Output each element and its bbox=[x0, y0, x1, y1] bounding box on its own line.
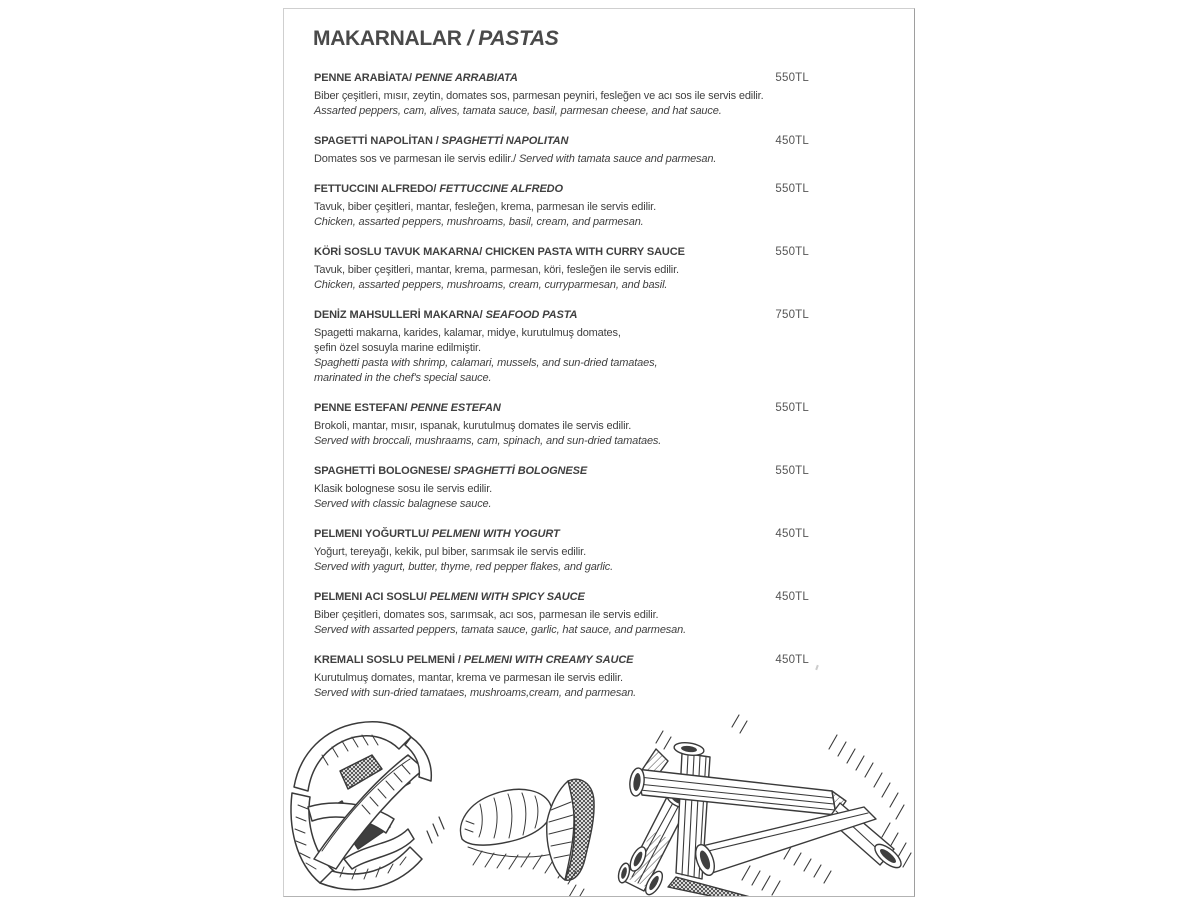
item-description-line bbox=[314, 278, 809, 293]
item-name bbox=[314, 308, 577, 323]
item-header bbox=[314, 245, 809, 260]
item-header bbox=[314, 71, 809, 86]
item-name bbox=[314, 653, 633, 668]
item-name bbox=[314, 464, 587, 479]
item-desc bbox=[314, 608, 809, 638]
pasta-illustrations bbox=[284, 709, 915, 897]
item-desc bbox=[314, 89, 809, 119]
item-name-tr: PELMENI YOĞURTLU/ bbox=[314, 528, 432, 540]
description-english: Served with broccali, mushraams, cam, spinach, and sun-dried tamataes. bbox=[314, 435, 662, 447]
item-description-line bbox=[314, 623, 809, 638]
menu-item bbox=[314, 653, 809, 701]
item-name-tr: PELMENI ACI SOSLU/ bbox=[314, 591, 430, 603]
item-desc bbox=[314, 263, 809, 293]
menu-item bbox=[314, 245, 809, 293]
description-turkish: Klasik bolognese sosu ile servis edilir. bbox=[314, 483, 493, 495]
item-header bbox=[314, 653, 809, 668]
item-name-tr: KÖRİ SOSLU TAVUK MAKARNA/ bbox=[314, 246, 486, 258]
item-description-line bbox=[314, 200, 809, 215]
shell-pasta-illustration bbox=[460, 779, 594, 897]
item-header bbox=[314, 308, 809, 323]
item-description-line bbox=[314, 215, 809, 230]
item-description-line bbox=[314, 545, 809, 560]
item-header bbox=[314, 464, 809, 479]
item-header bbox=[314, 134, 809, 149]
item-price: 550TL bbox=[775, 465, 809, 477]
item-price: 550TL bbox=[775, 72, 809, 84]
menu-page bbox=[283, 8, 915, 897]
item-description-line bbox=[314, 686, 809, 701]
item-name-en: PELMENI WITH SPICY SAUCE bbox=[429, 591, 585, 603]
item-desc bbox=[314, 419, 809, 449]
description-turkish: şefin özel sosuyla marine edilmiştir. bbox=[314, 342, 481, 354]
item-price: 550TL bbox=[775, 246, 809, 258]
menu-item bbox=[314, 401, 809, 449]
item-name-tr: PENNE ARABİATA/ bbox=[314, 72, 415, 84]
item-description-line bbox=[314, 371, 809, 386]
item-name-en: SPAGHETTİ NAPOLITAN bbox=[441, 135, 569, 147]
description-english: Served with classic balagnese sauce. bbox=[314, 498, 492, 510]
description-english: Assarted peppers, cam, alives, tamata sauce, basil, parmesan cheese, and hat sauce. bbox=[314, 105, 722, 117]
item-name bbox=[314, 71, 518, 86]
description-english: Served with sun-dried tamataes, mushroams,cream, and parmesan. bbox=[314, 687, 637, 699]
menu-item bbox=[314, 590, 809, 638]
item-name bbox=[314, 182, 563, 197]
item-name-tr: SPAGHETTİ BOLOGNESE/ bbox=[314, 465, 454, 477]
item-description-line bbox=[314, 560, 809, 575]
description-turkish: Domates sos ve parmesan ile servis edilir./ bbox=[314, 153, 519, 165]
fettuccine-nest-illustration bbox=[291, 722, 444, 890]
item-name-en: PELMENI WITH CREAMY SAUCE bbox=[463, 654, 634, 666]
item-name bbox=[314, 401, 501, 416]
item-description-line bbox=[314, 341, 809, 356]
menu-item bbox=[314, 182, 809, 230]
item-price: 550TL bbox=[775, 402, 809, 414]
description-english: Chicken, assarted peppers, mushroams, basil, cream, and parmesan. bbox=[314, 216, 644, 228]
item-name-en: SEAFOOD PASTA bbox=[485, 309, 578, 321]
description-turkish: Biber çeşitleri, domates sos, sarımsak, acı sos, parmesan ile servis edilir. bbox=[314, 609, 659, 621]
description-english: Served with tamata sauce and parmesan. bbox=[518, 153, 717, 165]
item-desc bbox=[314, 545, 809, 575]
item-description-line bbox=[314, 89, 809, 104]
item-header bbox=[314, 401, 809, 416]
description-english: Served with assarted peppers, tamata sauce, garlic, hat sauce, and parmesan. bbox=[314, 624, 686, 636]
description-turkish: Tavuk, biber çeşitleri, mantar, fesleğen, krema, parmesan ile servis edilir. bbox=[314, 201, 656, 213]
item-price: 450TL bbox=[775, 591, 809, 603]
item-description-line bbox=[314, 419, 809, 434]
item-description-line bbox=[314, 434, 809, 449]
page-title-turkish: MAKARNALAR bbox=[313, 27, 468, 50]
item-desc bbox=[314, 482, 809, 512]
item-price: 450TL bbox=[775, 135, 809, 147]
menu-item bbox=[314, 527, 809, 575]
item-name bbox=[314, 527, 560, 542]
item-description-line bbox=[314, 263, 809, 278]
item-name bbox=[314, 245, 685, 260]
page-title bbox=[313, 27, 559, 51]
item-price: 450TL bbox=[775, 528, 809, 540]
item-desc bbox=[314, 152, 809, 167]
item-name-en: FETTUCCINE ALFREDO bbox=[439, 183, 563, 195]
description-turkish: Kurutulmuş domates, mantar, krema ve parmesan ile servis edilir. bbox=[314, 672, 623, 684]
description-turkish: Tavuk, biber çeşitleri, mantar, krema, parmesan, köri, fesleğen ile servis edilir. bbox=[314, 264, 679, 276]
item-description-line bbox=[314, 497, 809, 512]
item-name-en: CHICKEN PASTA WITH CURRY SAUCE bbox=[485, 246, 685, 258]
description-turkish: Yoğurt, tereyağı, kekik, pul biber, sarımsak ile servis edilir. bbox=[314, 546, 586, 558]
item-desc bbox=[314, 671, 809, 701]
menu-item bbox=[314, 134, 809, 167]
item-header bbox=[314, 527, 809, 542]
item-desc bbox=[314, 200, 809, 230]
page-title-english: / PASTAS bbox=[467, 27, 559, 50]
item-description-line bbox=[314, 356, 809, 371]
item-name-en: SPAGHETTİ BOLOGNESE bbox=[453, 465, 588, 477]
description-english: Chicken, assarted peppers, mushroams, cream, curryparmesan, and basil. bbox=[314, 279, 668, 291]
item-name bbox=[314, 134, 568, 149]
item-name-tr: KREMALI SOSLU PELMENİ / bbox=[314, 654, 464, 666]
menu-list bbox=[314, 71, 809, 716]
description-turkish: Brokoli, mantar, mısır, ıspanak, kurutulmuş domates ile servis edilir. bbox=[314, 420, 632, 432]
item-name-tr: SPAGETTİ NAPOLİTAN / bbox=[314, 135, 442, 147]
description-english: marinated in the chef's special sauce. bbox=[314, 372, 492, 384]
item-description-line bbox=[314, 671, 809, 686]
item-name-en: PENNE ESTEFAN bbox=[410, 402, 501, 414]
item-name bbox=[314, 590, 585, 605]
item-header bbox=[314, 590, 809, 605]
item-description-line bbox=[314, 482, 809, 497]
item-name-tr: FETTUCCINI ALFREDO/ bbox=[314, 183, 440, 195]
menu-item bbox=[314, 464, 809, 512]
description-english: Served with yagurt, butter, thyme, red pepper flakes, and garlic. bbox=[314, 561, 614, 573]
item-header bbox=[314, 182, 809, 197]
description-english: Spaghetti pasta with shrimp, calamari, mussels, and sun-dried tamataes, bbox=[314, 357, 658, 369]
item-name-tr: DENİZ MAHSULLERİ MAKARNA/ bbox=[314, 309, 486, 321]
menu-item bbox=[314, 308, 809, 386]
item-description-line bbox=[314, 608, 809, 623]
item-price: 450TL bbox=[775, 654, 809, 666]
description-turkish: Spagetti makarna, karides, kalamar, midye, kurutulmuş domates, bbox=[314, 327, 621, 339]
item-name-en: PENNE ARRABIATA bbox=[414, 72, 518, 84]
item-description-line bbox=[314, 104, 809, 119]
item-description-line bbox=[314, 152, 809, 167]
item-description-line bbox=[314, 326, 809, 341]
description-turkish: Biber çeşitleri, mısır, zeytin, domates sos, parmesan peyniri, fesleğen ve acı sos ile servis edilir. bbox=[314, 90, 764, 102]
penne-pasta-illustration bbox=[617, 715, 911, 897]
stray-mark bbox=[815, 665, 819, 670]
item-desc bbox=[314, 326, 809, 386]
item-price: 750TL bbox=[775, 309, 809, 321]
item-name-en: PELMENI WITH YOGURT bbox=[431, 528, 560, 540]
menu-item bbox=[314, 71, 809, 119]
item-name-tr: PENNE ESTEFAN/ bbox=[314, 402, 411, 414]
item-price: 550TL bbox=[775, 183, 809, 195]
